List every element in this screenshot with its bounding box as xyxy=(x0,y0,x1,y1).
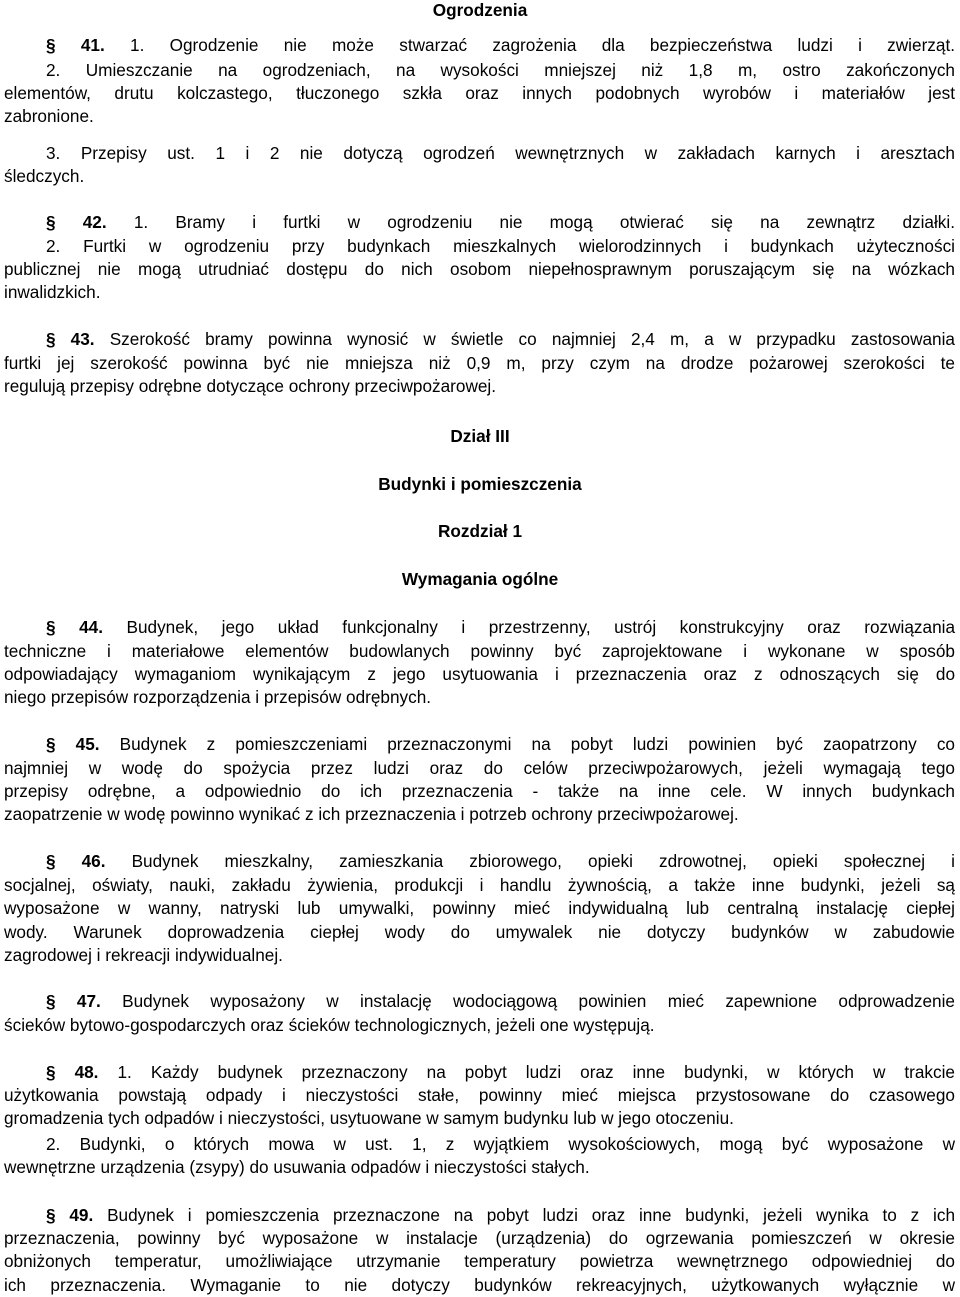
section-number: § 46. xyxy=(46,851,106,871)
paragraph-lead-line: § 44. Budynek, jego układ funkcjonalny i przestrzenny, ustrój konstrukcyjny oraz rozwiązania xyxy=(46,617,956,637)
text-line: techniczne i materiałowe elementów budowlanych powinny być zaprojektowane i wykonane w sposób xyxy=(4,641,955,661)
text-line: przeznaczenia, powinny być wyposażone w instalacje (urządzenia) do ogrzewania pomieszczeń w okresie xyxy=(4,1228,955,1248)
section-number: § 45. xyxy=(46,734,100,754)
section-heading-ogrodzenia: Ogrodzenia xyxy=(432,0,528,20)
text-line: użytkowania powstają odpady i nieczystości stałe, powinny mieć miejsca przystosowane do czasowego xyxy=(4,1085,955,1105)
heading-dzial: Dział III xyxy=(450,426,510,446)
text-line: 2. Umieszczanie na ogrodzeniach, na wysokości mniejszej niż 1,8 m, ostro zakończonych xyxy=(46,60,955,80)
paragraph-lead-line: § 41. 1. Ogrodzenie nie może stwarzać zagrożenia dla bezpieczeństwa ludzi i zwierząt. xyxy=(46,35,955,55)
section-number: § 43. xyxy=(46,329,95,349)
text-line: zaopatrzenie w wodę powinno wynikać z ich przeznaczenia i potrzeb ochrony przeciwpożarowej. xyxy=(4,804,739,824)
text-line: obniżonych temperatur, umożliwiające utrzymanie temperatury powietrza wewnętrznego odpowiedniej do xyxy=(4,1251,955,1271)
text-line: odpowiadający wymaganiom wynikającym z jego usytuowania i przeznaczenia oraz z odnoszących się do xyxy=(4,664,955,684)
section-number: § 49. xyxy=(46,1205,94,1225)
text-line: ich przeznaczenia. Wymaganie to nie dotyczy budynków rekreacyjnych, użytkowanych wyłącznie w xyxy=(4,1275,955,1295)
text-line: wyposażone w wanny, natryski lub umywalki, powinny mieć indywidualną lub centralną instalację ciepłej xyxy=(4,898,955,918)
text-line: furtki jej szerokość powinna być nie mniejsza niż 0,9 m, przy czym na drodze pożarowej szerokości te xyxy=(4,353,955,373)
text-line: niego przepisów rozporządzenia i przepisów odrębnych. xyxy=(4,687,432,707)
text-line: ścieków bytowo-gospodarczych oraz ścieków technologicznych, jeżeli one występują. xyxy=(4,1015,655,1035)
text-line: zabronione. xyxy=(4,106,94,126)
text-line: publicznej nie mogą utrudniać dostępu do nich osobom niepełnosprawnym poruszającym się na wózkach xyxy=(4,259,955,279)
paragraph-lead-line: § 49. Budynek i pomieszczenia przeznaczone na pobyt ludzi oraz inne budynki, jeżeli wynika to z ich xyxy=(46,1205,955,1225)
text-line: wody. Warunek doprowadzenia ciepłej wody do umywalek nie dotyczy budynków w zabudowie xyxy=(4,922,955,942)
text-line: śledczych. xyxy=(4,166,85,186)
text-line: wewnętrzne urządzenia (zsypy) do usuwania odpadów i nieczystości stałych. xyxy=(4,1157,590,1177)
paragraph-lead-line: § 48. 1. Każdy budynek przeznaczony na pobyt ludzi oraz inne budynki, w których w trakcie xyxy=(46,1062,955,1082)
section-number: § 41. xyxy=(46,35,105,55)
text-line: regulują przepisy odrębne dotyczące ochrony przeciwpożarowej. xyxy=(4,376,497,396)
heading-rozdzial: Rozdział 1 xyxy=(437,521,523,541)
paragraph-lead-line: § 45. Budynek z pomieszczeniami przeznaczonymi na pobyt ludzi powinien być zaopatrzony co xyxy=(46,734,955,754)
text-line: elementów, drutu kolczastego, tłuczonego szkła oraz innych podobnych wyrobów i materiałów jest xyxy=(4,83,955,103)
text-line: socjalnej, oświaty, nauki, zakładu żywienia, produkcji i handlu żywnością, a także inne budynki, jeżeli są xyxy=(4,875,955,895)
heading-wymagania: Wymagania ogólne xyxy=(401,569,559,589)
section-number: § 48. xyxy=(46,1062,99,1082)
text-line: 2. Budynki, o których mowa w ust. 1, z wyjątkiem wysokościowych, mogą być wyposażone w xyxy=(46,1134,955,1154)
section-number: § 42. xyxy=(46,212,107,232)
section-number: § 47. xyxy=(46,991,101,1011)
paragraph-lead-line: § 47. Budynek wyposażony w instalację wodociągową powinien mieć zapewnione odprowadzenie xyxy=(46,991,955,1011)
text-line: 3. Przepisy ust. 1 i 2 nie dotyczą ogrodzeń wewnętrznych w zakładach karnych i aresztach xyxy=(46,143,955,163)
paragraph-lead-line: § 46. Budynek mieszkalny, zamieszkania zbiorowego, opieki zdrowotnej, opieki społecznej i xyxy=(46,851,955,871)
heading-budynki: Budynki i pomieszczenia xyxy=(378,474,582,494)
paragraph-lead-line: § 43. Szerokość bramy powinna wynosić w świetle co najmniej 2,4 m, a w przypadku zastosowania xyxy=(46,329,955,349)
text-line: najmniej w wodę do spożycia przez ludzi oraz do celów przeciwpożarowych, jeżeli wymagają tego xyxy=(4,758,955,778)
text-line: 2. Furtki w ogrodzeniu przy budynkach mieszkalnych wielorodzinnych i budynkach użyteczności xyxy=(46,236,955,256)
text-line: inwalidzkich. xyxy=(4,282,101,302)
text-line: przepisy odrębne, a odpowiednio do ich przeznaczenia - także na inne cele. W innych budynkach xyxy=(4,781,955,801)
section-number: § 44. xyxy=(46,617,103,637)
paragraph-lead-line: § 42. 1. Bramy i furtki w ogrodzeniu nie mogą otwierać się na zewnątrz działki. xyxy=(46,212,955,232)
text-line: zagrodowej i rekreacji indywidualnej. xyxy=(4,945,283,965)
text-line: gromadzenia tych odpadów i nieczystości, usytuowane w samym budynku lub w jego otoczeniu. xyxy=(4,1108,734,1128)
